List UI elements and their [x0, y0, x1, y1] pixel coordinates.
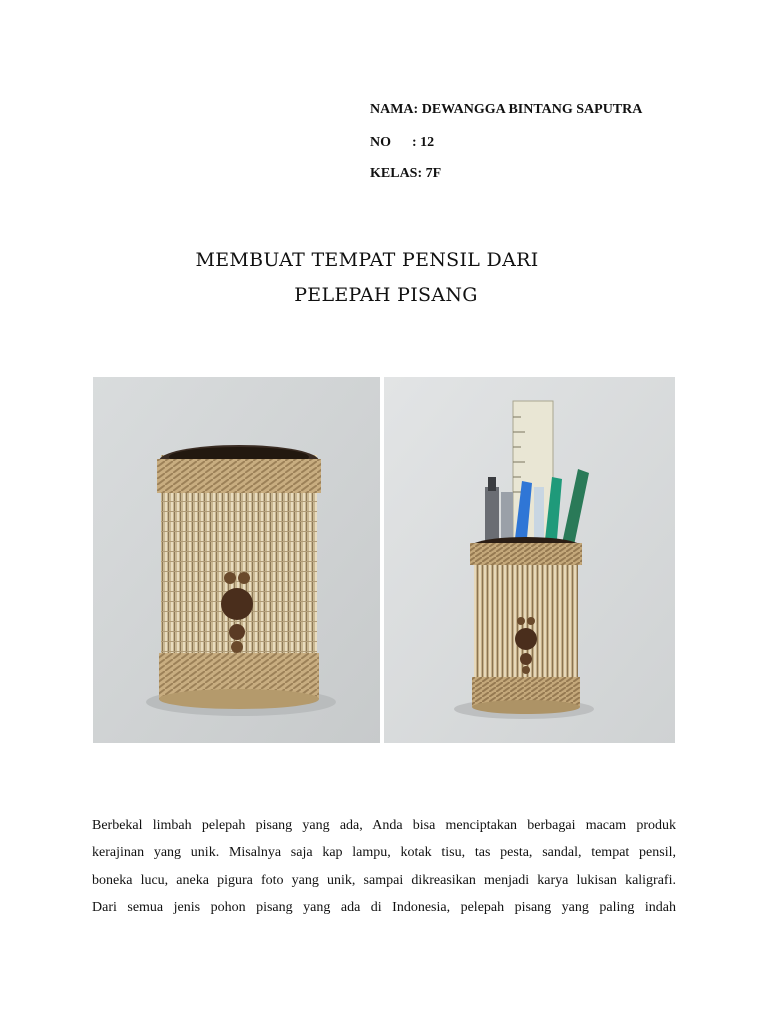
- body-line: boneka lucu, aneka pigura foto yang unik, sampai dikreasikan menjadi karya lukisan kaligrafi.: [92, 872, 676, 888]
- body-line: Dari semua jenis pohon pisang yang ada di Indonesia, pelepah pisang yang paling indah: [92, 899, 676, 915]
- body-line: Berbekal limbah pelepah pisang yang ada, Anda bisa menciptakan berbagai macam produk: [92, 818, 676, 833]
- photo-filled-pencil-holder: [384, 377, 675, 743]
- pencil-holder-with-pens-illustration: [384, 377, 675, 743]
- body-line: kerajinan yang unik. Misalnya saja kap lampu, kotak tisu, tas pesta, sandal, tempat pensil,: [92, 845, 676, 861]
- body-paragraph: [92, 812, 676, 921]
- document-title-line-2: PELEPAH PISANG: [294, 284, 478, 306]
- document-title-line-1: MEMBUAT TEMPAT PENSIL DARI: [195, 249, 539, 271]
- photo-empty-pencil-holder: [93, 377, 380, 743]
- student-name: NAMA: DEWANGGA BINTANG SAPUTRA: [370, 102, 643, 117]
- pencil-holder-illustration: [93, 377, 380, 743]
- student-class: KELAS: 7F: [370, 166, 442, 181]
- student-number: NO : 12: [370, 135, 435, 150]
